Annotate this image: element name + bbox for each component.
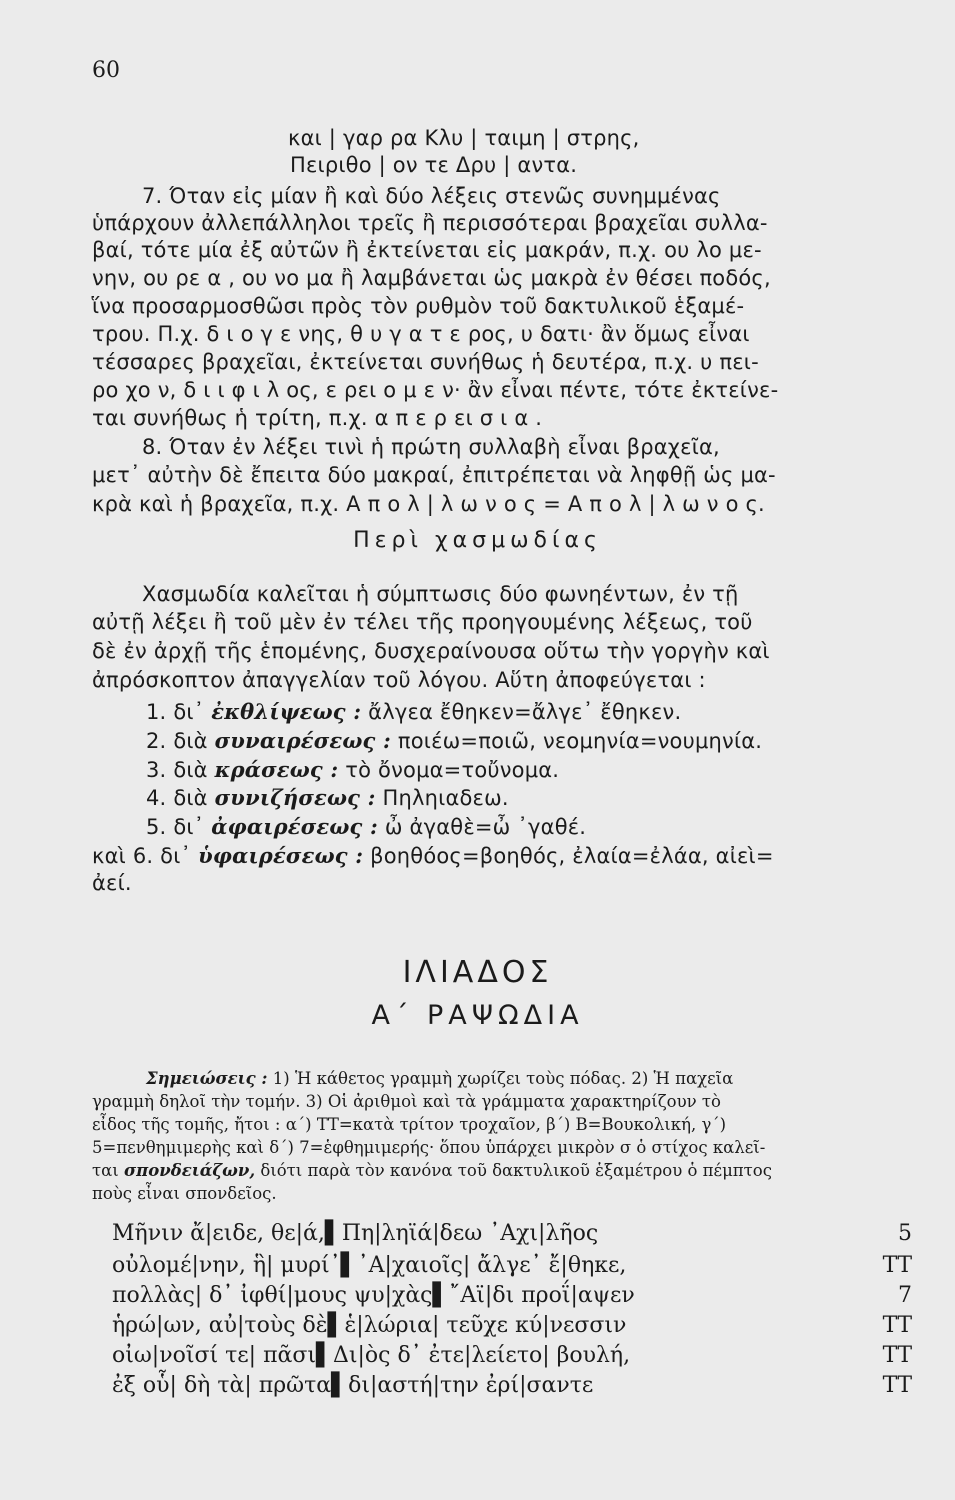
page-number: 60 xyxy=(92,58,120,83)
metric-line: και | γαρ ρα Κλυ | ταιμη | στρης, xyxy=(288,126,640,150)
book-subtitle: Α΄ ΡΑΨΩΔΙΑ xyxy=(371,1000,584,1031)
verse-line: οὐλομέ|νην, ἣ| μυρί᾽▌᾽Α|χαιοῖς| ἄλγε᾽ ἔ|θηκε, xyxy=(112,1253,627,1278)
paragraph-line: κρὰ καὶ ἡ βραχεῖα, π.χ. Α π ο λ | λ ω ν ο ς = Α π ο λ | λ ω ν ο ς. xyxy=(92,492,765,516)
verse-line: οἰω|νοῖσί τε| πᾶσι▌Δι|ὸς δ᾽ ἐτε|λείετο| βουλή, xyxy=(112,1343,631,1368)
caesura-mark: ΤΤ xyxy=(882,1313,912,1338)
paragraph-line: ἀεί. xyxy=(92,871,132,895)
paragraph-line: ρο χο ν, δ ι ι φ ι λ ος, ε ρει ο μ ε ν· ἂν εἶναι πέντε, τότε ἐκτείνε- xyxy=(92,378,779,402)
paragraph-line: νην, ου ρε α , ου νο μα ἢ λαμβάνεται ὡς μακρὰ ἐν θέσει ποδός, xyxy=(92,266,771,290)
list-item: 3. διὰ κράσεως : τὸ ὄνομα=τοὔνομα. xyxy=(146,757,560,782)
caesura-mark: ΤΤ xyxy=(882,1343,912,1368)
caesura-mark: 5 xyxy=(898,1221,912,1246)
caesura-mark: ΤΤ xyxy=(882,1253,912,1278)
list-item: 4. διὰ συνιζήσεως : Πηληιαδεω. xyxy=(146,785,509,810)
paragraph-line: αὐτῇ λέξει ἢ τοῦ μὲν ἐν τέλει τῆς προηγουμένης λέξεως, τοῦ xyxy=(92,610,753,634)
paragraph-line: δὲ ἐν ἀρχῇ τῆς ἑπομένης, δυσχεραίνουσα οὕτω τὴν γοργὴν καὶ xyxy=(92,639,770,663)
verse-line: πολλὰς| δ᾽ ἰφθί|μους ψυ|χὰς▌῎Αϊ|δι προΐ|αψεν xyxy=(112,1283,635,1308)
metric-line: Πειριθο | ον τε Δρυ | αντα. xyxy=(290,153,578,177)
paragraph-line: Χασμωδία καλεῖται ἡ σύμπτωσις δύο φωνηέντων, ἐν τῇ xyxy=(142,582,739,606)
note-line: γραμμὴ δηλοῖ τὴν τομήν. 3) Οἱ ἀριθμοὶ καὶ τὰ γράμματα χαρακτηρίζουν τὸ xyxy=(92,1092,721,1111)
list-item: καὶ 6. δι᾽ ὑφαιρέσεως : βοηθόος=βοηθός, ἐλαία=ἐλάα, αἰεὶ= xyxy=(92,843,774,868)
paragraph-line: ἵνα προσαρμοσθῶσι πρὸς τὸν ρυθμὸν τοῦ δακτυλικοῦ ἑξαμέ- xyxy=(92,294,745,318)
paragraph-line: ὑπάρχουν ἀλλεπάλληλοι τρεῖς ἢ περισσότεραι βραχεῖαι συλλα- xyxy=(92,211,768,235)
verse-line: Μῆνιν ἄ|ειδε, θε|ά,▌Πη|ληϊά|δεω ᾽Αχι|λῆος xyxy=(112,1221,599,1246)
note-line: εἶδος τῆς τομῆς, ἤτοι : α΄) ΤΤ=κατὰ τρίτον τροχαῖον, β΄) Β=Βουκολική, γ΄) xyxy=(92,1115,727,1134)
list-item: 5. δι᾽ ἀφαιρέσεως : ὦ ἀγαθὲ=ὦ ᾽γαθέ. xyxy=(146,814,587,839)
list-item: 1. δι᾽ ἐκθλίψεως : ἄλγεα ἔθηκεν=ἄλγε᾽ ἔθηκεν. xyxy=(146,699,682,724)
caesura-mark: ΤΤ xyxy=(882,1373,912,1398)
section-title: Περὶ χασμωδίας xyxy=(353,528,602,553)
caesura-mark: 7 xyxy=(898,1283,912,1308)
verse-line: ἐξ οὗ| δὴ τὰ| πρῶτα▌δι|αστή|την ἐρί|σαντε xyxy=(112,1373,594,1398)
notes-label: Σημειώσεις : xyxy=(146,1069,268,1088)
note-line: ποὺς εἶναι σπονδεῖος. xyxy=(92,1184,277,1203)
paragraph-line: βαί, τότε μία ἐξ αὐτῶν ἢ ἐκτείνεται εἰς μακράν, π.χ. ου λο με- xyxy=(92,238,762,262)
paragraph-line: 7. Όταν εἰς μίαν ἢ καὶ δύο λέξεις στενῶς συνημμένας xyxy=(142,184,721,208)
paragraph-line: τρου. Π.χ. δ ι ο γ ε νης, θ υ γ α τ ε ρος, υ δατι· ἂν ὅμως εἶναι xyxy=(92,322,750,346)
paragraph-line: μετ᾽ αὐτὴν δὲ ἔπειτα δύο μακραί, ἐπιτρέπεται νὰ ληφθῇ ὡς μα- xyxy=(92,463,776,487)
note-line: Σημειώσεις : 1) Ἡ κάθετος γραμμὴ χωρίζει τοὺς πόδας. 2) Ἡ παχεῖα xyxy=(146,1069,734,1088)
note-line: ται σπονδειάζων, διότι παρὰ τὸν κανόνα τοῦ δακτυλικοῦ ἑξαμέτρου ὁ πέμπτος xyxy=(92,1161,772,1180)
verse-line: ἡρώ|ων, αὐ|τοὺς δὲ▌ἑ|λώρια| τεῦχε κύ|νεσσιν xyxy=(112,1313,627,1338)
paragraph-line: 8. Όταν ἐν λέξει τινὶ ἡ πρώτη συλλαβὴ εἶναι βραχεῖα, xyxy=(142,435,720,459)
book-title: ΙΛΙΑΔΟΣ xyxy=(402,955,553,990)
paragraph-line: ἀπρόσκοπτον ἀπαγγελίαν τοῦ λόγου. Αὕτη ἀποφεύγεται : xyxy=(92,668,706,692)
paragraph-line: τέσσαρες βραχεῖαι, ἐκτείνεται συνήθως ἡ δευτέρα, π.χ. υ πει- xyxy=(92,350,759,374)
note-line: 5=πενθημιμερὴς καὶ δ΄) 7=ἑφθημιμερής· ὅπου ὑπάρχει μικρὸν σ ὁ στίχος καλεῖ- xyxy=(92,1138,766,1157)
list-item: 2. διὰ συναιρέσεως : ποιέω=ποιῶ, νεομηνία=νουμηνία. xyxy=(146,728,763,753)
paragraph-line: ται συνήθως ἡ τρίτη, π.χ. α π ε ρ ει σ ι α . xyxy=(92,406,543,430)
